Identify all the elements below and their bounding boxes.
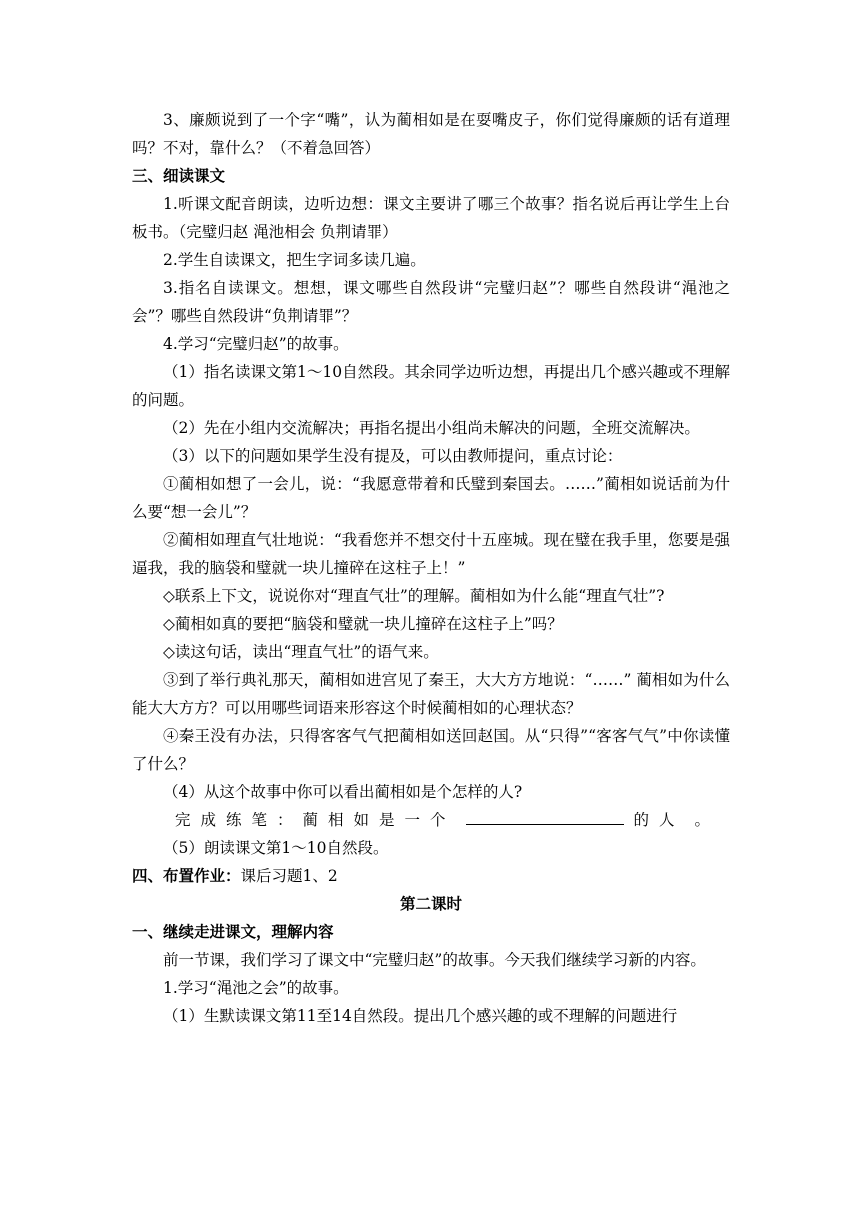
paragraph: 3.指名自读课文。想想，课文哪些自然段讲“完璧归赵”？哪些自然段讲“渑池之会”？哪些自然段讲“负荆请罪”？ — [132, 279, 730, 325]
paragraph: 1.听课文配音朗读，边听边想：课文主要讲了哪三个故事？指名说后再让学生上台板书。（完璧归赵 渑池相会 负荆请罪） — [132, 195, 730, 241]
homework-text: 课后习题1、2 — [240, 867, 338, 885]
paragraph: （4）从这个故事中你可以看出蔺相如是个怎样的人? — [163, 783, 523, 801]
paragraph: ②蔺相如理直气壮地说：“我看您并不想交付十五座城。现在璧在我手里，您要是强逼我，我的脑袋和璧就一块儿撞碎在这柱子上！” — [132, 531, 730, 577]
paragraph: ◇蔺相如真的要把“脑袋和璧就一块儿撞碎在这柱子上”吗？ — [163, 615, 563, 633]
section-heading: 一、继续走进课文，理解内容 — [132, 923, 334, 941]
paragraph: 3、廉颇说到了一个字“嘴”，认为蔺相如是在耍嘴皮子，你们觉得廉颇的话有道理吗？不对，靠什么？（不着急回答） — [132, 111, 730, 157]
paragraph: ④秦王没有办法，只得客客气气把蔺相如送回赵国。从“只得”“客客气气”中你读懂了什么？ — [132, 727, 730, 773]
paragraph: ◇联系上下文，说说你对“理直气壮”的理解。蔺相如为什么能“理直气壮”? — [163, 587, 665, 605]
paragraph: （1）生默读课文第11至14自然段。提出几个感兴趣的或不理解的问题进行 — [163, 1007, 678, 1025]
paragraph: 1.学习“渑池之会”的故事。 — [163, 979, 349, 997]
paragraph: 4.学习“完璧归赵”的故事。 — [163, 335, 349, 353]
answer-blank — [466, 806, 624, 825]
document-page — [132, 106, 730, 1030]
homework-line — [132, 862, 730, 890]
paragraph: 2.学生自读课文，把生字词多读几遍。 — [163, 251, 426, 269]
exercise-period: 。 — [694, 811, 721, 829]
lesson-title: 第二课时 — [399, 895, 462, 913]
paragraph: （3）以下的问题如果学生没有提及，可以由教师提问，重点讨论： — [163, 447, 623, 465]
paragraph: ①蔺相如想了一会儿，说：“我愿意带着和氏璧到秦国去。……”蔺相如说话前为什么要“想一会儿”？ — [132, 475, 730, 521]
exercise-prompt: 完成练笔：蔺相如是一个 — [175, 811, 456, 829]
exercise-suffix: 的人 — [633, 811, 685, 829]
paragraph: 前一节课，我们学习了课文中“完璧归赵”的故事。今天我们继续学习新的内容。 — [163, 951, 706, 969]
paragraph: （1）指名读课文第1～10自然段。其余同学边听边想，再提出几个感兴趣或不理解的问题。 — [132, 363, 730, 409]
section-heading: 三、细读课文 — [132, 167, 226, 185]
section-heading: 四、布置作业： — [132, 867, 241, 885]
paragraph: ◇读这句话，读出“理直气壮”的语气来。 — [163, 643, 439, 661]
paragraph: （5）朗读课文第1～10自然段。 — [163, 839, 389, 857]
fill-in-exercise — [132, 806, 730, 834]
paragraph: （2）先在小组内交流解决；再指名提出小组尚未解决的问题，全班交流解决。 — [163, 419, 700, 437]
paragraph: ③到了举行典礼那天，蔺相如进宫见了秦王，大大方方地说：“……” 蔺相如为什么能大大方方？可以用哪些词语来形容这个时候蔺相如的心理状态？ — [132, 671, 730, 717]
